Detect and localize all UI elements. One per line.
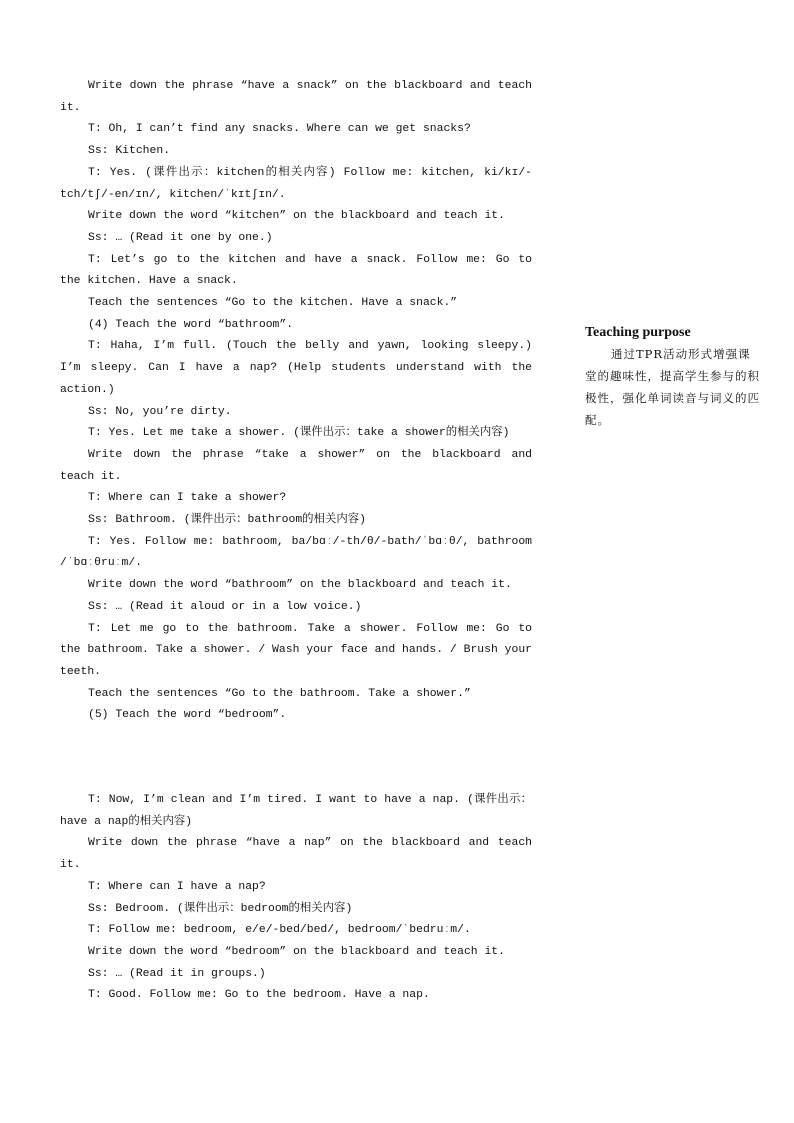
lesson-paragraph: Teach the sentences “Go to the bathroom. Take a shower.”: [88, 687, 471, 700]
lesson-paragraph: Ss: … (Read it aloud or in a low voice.): [88, 600, 362, 613]
lesson-paragraph: Ss: … (Read it in groups.): [88, 967, 266, 980]
lesson-paragraph: T: Let me go to the bathroom. Take a shower. Follow me: Go to the bathroom. Take a shower. / Wash your face and hands. / Brush your teeth.: [60, 622, 532, 678]
lesson-paragraph: T: Where can I have a nap?: [88, 880, 266, 893]
lesson-paragraph: Write down the phrase “take a shower” on the blackboard and teach it.: [60, 448, 532, 483]
lesson-paragraph: T: Now, I’m clean and I’m tired. I want to have a nap. (课件出示：have a nap的相关内容): [60, 794, 532, 828]
lesson-paragraph: Write down the word “bedroom” on the blackboard and teach it.: [88, 945, 505, 958]
lesson-paragraph: Ss: Bedroom. (课件出示：bedroom的相关内容): [88, 902, 353, 915]
lesson-paragraph: T: Yes. Let me take a shower. (课件出示：take a shower的相关内容): [88, 427, 510, 440]
teaching-purpose-title: Teaching purpose: [585, 325, 691, 340]
lesson-paragraph: Write down the word “kitchen” on the blackboard and teach it.: [88, 210, 505, 223]
lesson-paragraph: Ss: No, you’re dirty.: [88, 405, 232, 418]
lesson-paragraph: T: Good. Follow me: Go to the bedroom. Have a nap.: [88, 989, 430, 1002]
teaching-purpose-body: 通过TPR活动形式增强课堂的趣味性，提高学生参与的积极性，强化单词读音与词义的匹配。: [585, 347, 760, 427]
lesson-paragraph: Write down the phrase “have a nap” on the blackboard and teach it.: [60, 837, 532, 872]
lesson-paragraph: Ss: Kitchen.: [88, 145, 171, 158]
teaching-purpose-note: [585, 323, 760, 431]
lesson-paragraph: T: Yes. (课件出示：kitchen的相关内容) Follow me: kitchen, ki/kɪ/-tch/tʃ/-en/ɪn/, kitchen/ˈkɪtʃɪn/.: [60, 166, 532, 201]
lesson-paragraph: Ss: Bathroom. (课件出示：bathroom的相关内容): [88, 514, 366, 527]
lesson-paragraph: Teach the sentences “Go to the kitchen. Have a snack.”: [88, 297, 458, 310]
lesson-steps-block-1: [60, 76, 532, 727]
lesson-paragraph: (4) Teach the word “bathroom”.: [88, 318, 294, 331]
lesson-paragraph: (5) Teach the word “bedroom”.: [88, 709, 287, 722]
lesson-paragraph: T: Let’s go to the kitchen and have a snack. Follow me: Go to the kitchen. Have a snack.: [60, 253, 532, 288]
lesson-paragraph: Ss: … (Read it one by one.): [88, 231, 273, 244]
lesson-paragraph: Write down the phrase “have a snack” on the blackboard and teach it.: [60, 80, 532, 114]
lesson-paragraph: T: Yes. Follow me: bathroom, ba/bɑː/-th/θ/-bath/ˈbɑːθ/, bathroom /ˈbɑːθruːm/.: [60, 535, 532, 570]
lesson-steps-block-2: [60, 790, 532, 1007]
lesson-paragraph: T: Where can I take a shower?: [88, 492, 287, 505]
lesson-paragraph: Write down the word “bathroom” on the blackboard and teach it.: [88, 579, 512, 592]
lesson-paragraph: T: Haha, I’m full. (Touch the belly and yawn, looking sleepy.) I’m sleepy. Can I have a nap? (Help students understand with the action.): [60, 340, 532, 396]
lesson-paragraph: T: Follow me: bedroom, e/e/-bed/bed/, bedroom/ˈbedruːm/.: [88, 924, 471, 937]
lesson-paragraph: T: Oh, I can’t find any snacks. Where can we get snacks?: [88, 123, 471, 136]
